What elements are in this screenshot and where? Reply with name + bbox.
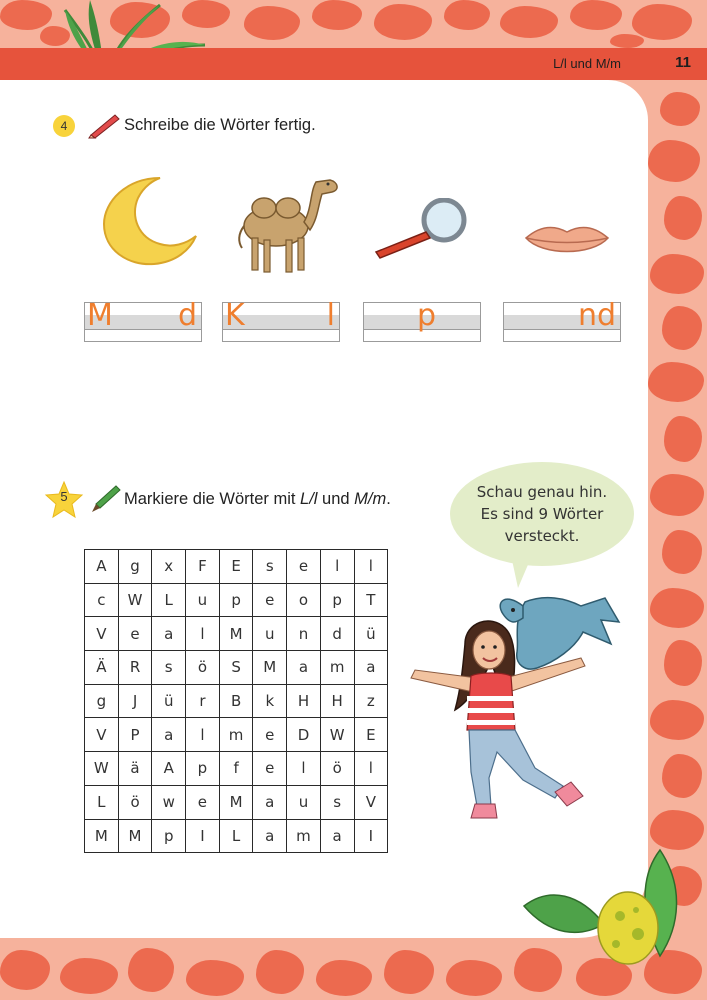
grid-cell[interactable]: I — [186, 819, 220, 853]
grid-cell[interactable]: M — [219, 617, 253, 651]
grid-cell[interactable]: V — [354, 785, 388, 819]
grid-cell[interactable]: D — [287, 718, 321, 752]
grid-cell[interactable]: M — [253, 651, 287, 685]
grid-cell[interactable]: o — [287, 583, 321, 617]
grid-cell[interactable]: T — [354, 583, 388, 617]
speech-bubble-tail — [508, 560, 532, 590]
grid-cell[interactable]: V — [85, 718, 119, 752]
grid-cell[interactable]: a — [253, 785, 287, 819]
grid-cell[interactable]: s — [152, 651, 186, 685]
grid-cell[interactable]: l — [186, 718, 220, 752]
grid-cell[interactable]: E — [354, 718, 388, 752]
grid-cell[interactable]: ü — [354, 617, 388, 651]
paintbrush-icon — [86, 482, 122, 514]
bubble-line-1: Schau genau hin. — [476, 483, 608, 501]
lips-picture — [522, 222, 612, 258]
grid-cell[interactable]: l — [287, 752, 321, 786]
girl-with-dragon-illustration — [405, 592, 637, 830]
grid-cell[interactable]: L — [219, 819, 253, 853]
bubble-line-3: versteckt. — [504, 527, 580, 545]
moon-picture — [98, 172, 200, 268]
task-5-instruction — [124, 490, 391, 509]
letter-m: M/m — [354, 490, 387, 508]
grid-cell[interactable]: d — [320, 617, 354, 651]
word-box-lips[interactable] — [503, 298, 621, 342]
grid-cell[interactable]: M — [219, 785, 253, 819]
grid-row — [85, 752, 388, 786]
word-prefix: K — [225, 298, 245, 333]
grid-cell[interactable]: f — [219, 752, 253, 786]
grid-cell[interactable]: w — [152, 785, 186, 819]
grid-cell[interactable]: E — [219, 550, 253, 584]
word-suffix: d — [177, 298, 197, 333]
grid-cell[interactable]: s — [320, 785, 354, 819]
grid-cell[interactable]: H — [320, 684, 354, 718]
grid-cell[interactable]: J — [118, 684, 152, 718]
grid-cell[interactable]: L — [152, 583, 186, 617]
grid-cell[interactable]: m — [219, 718, 253, 752]
grid-cell[interactable]: M — [118, 819, 152, 853]
grid-cell[interactable]: ä — [118, 752, 152, 786]
magnifying-glass-picture — [368, 198, 478, 262]
grid-cell[interactable]: R — [118, 651, 152, 685]
grid-cell[interactable]: W — [320, 718, 354, 752]
grid-cell[interactable]: l — [320, 550, 354, 584]
grid-row — [85, 583, 388, 617]
grid-cell[interactable]: e — [118, 617, 152, 651]
grid-cell[interactable]: S — [219, 651, 253, 685]
grid-cell[interactable]: m — [320, 651, 354, 685]
grid-cell[interactable]: a — [354, 651, 388, 685]
grid-cell[interactable]: m — [287, 819, 321, 853]
grid-cell[interactable]: e — [253, 752, 287, 786]
grid-cell[interactable]: W — [85, 752, 119, 786]
grid-row — [85, 785, 388, 819]
word-suffix: l — [326, 298, 335, 333]
grid-cell[interactable]: k — [253, 684, 287, 718]
grid-cell[interactable]: e — [253, 583, 287, 617]
grid-cell[interactable]: a — [152, 718, 186, 752]
word-search-grid[interactable] — [84, 549, 388, 853]
grid-cell[interactable]: r — [186, 684, 220, 718]
grid-cell[interactable]: g — [85, 684, 119, 718]
grid-cell[interactable]: z — [354, 684, 388, 718]
word-prefix: M — [87, 298, 113, 333]
grid-cell[interactable]: ö — [118, 785, 152, 819]
letter-l: L/l — [300, 490, 318, 508]
task-5-number: 5 — [60, 489, 68, 504]
grid-cell[interactable]: e — [287, 550, 321, 584]
grid-row — [85, 819, 388, 853]
grid-cell[interactable]: a — [320, 819, 354, 853]
task-5-text-end: . — [386, 490, 391, 508]
grid-cell[interactable]: u — [253, 617, 287, 651]
grid-row — [85, 550, 388, 584]
grid-cell[interactable]: n — [287, 617, 321, 651]
task-5-text-mid: und — [317, 490, 355, 508]
grid-row — [85, 617, 388, 651]
grid-cell[interactable]: e — [186, 785, 220, 819]
grid-cell[interactable]: I — [354, 819, 388, 853]
grid-cell[interactable]: ü — [152, 684, 186, 718]
page-number: 11 — [675, 54, 691, 71]
speech-bubble — [450, 462, 634, 566]
grid-cell[interactable]: a — [152, 617, 186, 651]
grid-cell[interactable]: P — [118, 718, 152, 752]
grid-cell[interactable]: u — [186, 583, 220, 617]
word-box-camel[interactable] — [222, 298, 340, 342]
bubble-line-2: Es sind 9 Wörter — [480, 505, 604, 523]
grid-cell[interactable]: e — [253, 718, 287, 752]
grid-cell[interactable]: p — [219, 583, 253, 617]
word-suffix: nd — [577, 298, 616, 333]
word-box-moon[interactable] — [84, 298, 202, 342]
grid-cell[interactable]: s — [253, 550, 287, 584]
grid-cell[interactable]: B — [219, 684, 253, 718]
grid-cell[interactable]: c — [85, 583, 119, 617]
grid-cell[interactable]: l — [354, 550, 388, 584]
grid-row — [85, 651, 388, 685]
grid-cell[interactable]: g — [118, 550, 152, 584]
grid-cell[interactable]: a — [253, 819, 287, 853]
word-box-magnifier[interactable] — [363, 298, 481, 342]
grid-cell[interactable]: p — [152, 819, 186, 853]
grid-cell[interactable]: l — [186, 617, 220, 651]
grid-cell[interactable]: ö — [320, 752, 354, 786]
camel-picture — [234, 168, 344, 278]
grid-cell[interactable]: p — [320, 583, 354, 617]
grid-cell[interactable]: H — [287, 684, 321, 718]
grid-row — [85, 718, 388, 752]
word-suffix: p — [416, 298, 436, 333]
grid-cell[interactable]: p — [186, 752, 220, 786]
grid-cell[interactable]: l — [354, 752, 388, 786]
grid-cell[interactable]: M — [85, 819, 119, 853]
grid-cell[interactable]: W — [118, 583, 152, 617]
grid-cell[interactable]: u — [287, 785, 321, 819]
grid-cell[interactable]: A — [85, 550, 119, 584]
grid-cell[interactable]: a — [287, 651, 321, 685]
task-5-text-start: Markiere die Wörter mit — [124, 490, 301, 508]
grid-row — [85, 684, 388, 718]
grid-cell[interactable]: V — [85, 617, 119, 651]
grid-cell[interactable]: x — [152, 550, 186, 584]
grid-cell[interactable]: A — [152, 752, 186, 786]
pencil-icon — [87, 111, 121, 139]
grid-cell[interactable]: Ä — [85, 651, 119, 685]
grid-cell[interactable]: ö — [186, 651, 220, 685]
task-4-instruction: Schreibe die Wörter fertig. — [124, 116, 316, 134]
grid-cell[interactable]: F — [186, 550, 220, 584]
leaves-and-egg-decoration — [520, 846, 707, 970]
grid-cell[interactable]: L — [85, 785, 119, 819]
chapter-title: L/l und M/m — [553, 56, 621, 71]
task-4-badge: 4 — [53, 115, 75, 137]
